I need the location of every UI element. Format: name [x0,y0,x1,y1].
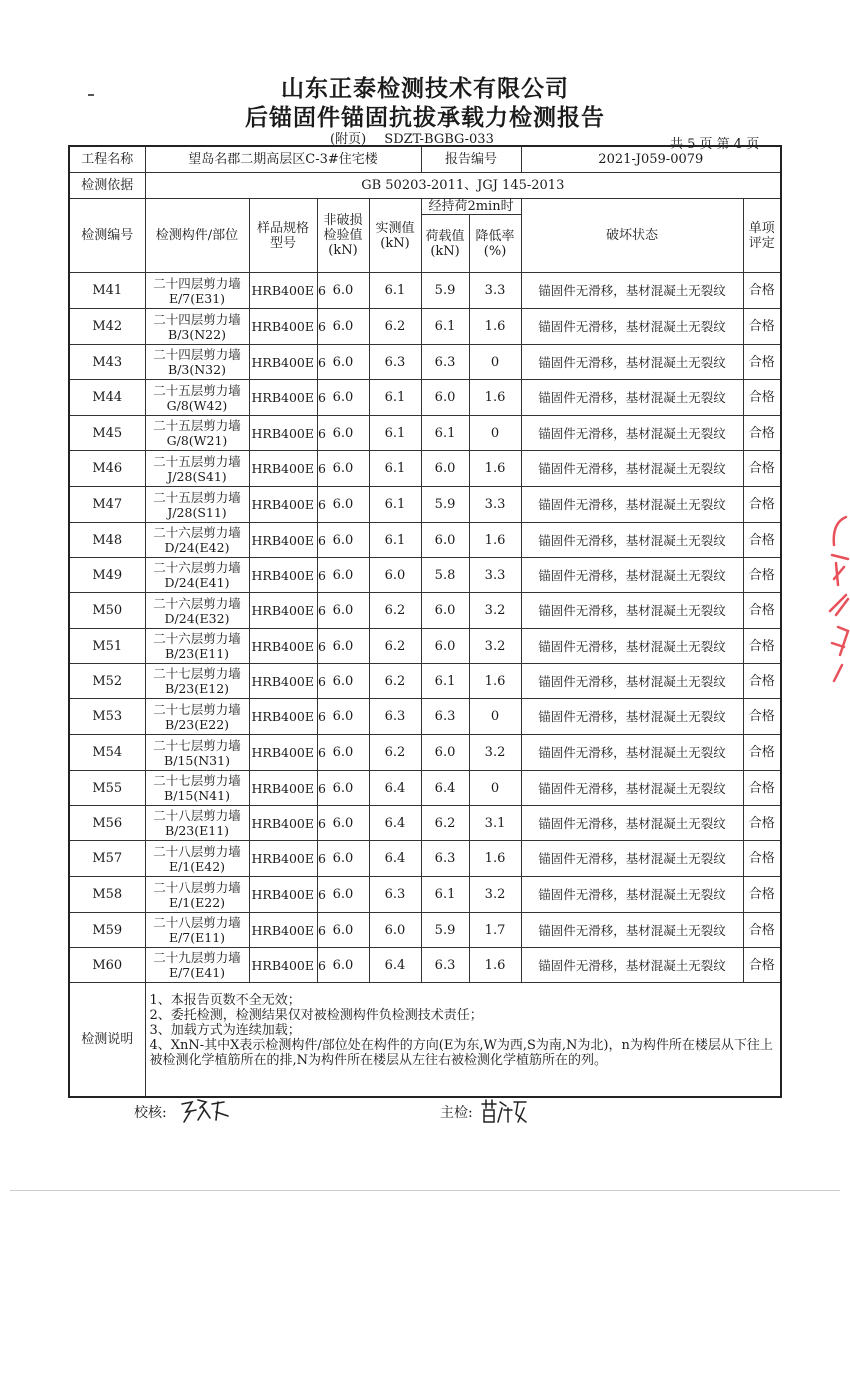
location-line-1: 二十五层剪力墙 [153,489,241,505]
cell-verdict: 合格 [743,380,781,416]
cell-drop-rate: 0 [469,416,521,451]
cell-drop-rate: 1.6 [469,523,521,558]
cell-location [145,913,249,948]
cell-verdict: 合格 [743,593,781,629]
cell-id: M59 [69,913,145,948]
cell-spec: HRB400E 6 [249,806,317,841]
cell-location [145,699,249,735]
cell-verdict: 合格 [743,416,781,451]
cell-verdict: 合格 [743,558,781,593]
table-row [69,664,781,699]
cell-id: M52 [69,664,145,699]
cell-id: M50 [69,593,145,629]
cell-test-load: 6.0 [317,416,369,451]
location-line-2: J/28(S11) [167,504,227,520]
col-test-load-header: 非破损检验值(kN) [317,199,369,273]
cell-id: M53 [69,699,145,735]
cell-id: M47 [69,487,145,523]
cell-measured: 6.1 [369,380,421,416]
col-drop-rate-header: 降低率(%) [469,215,521,273]
table-row [69,416,781,451]
cell-location [145,771,249,806]
location-line-2: B/3(N22) [168,326,226,342]
note-item: 2、委托检测，检测结果仅对被检测构件负检测技术责任； [149,1008,483,1023]
cell-verdict: 合格 [743,806,781,841]
cell-id: M42 [69,309,145,345]
project-row [69,146,781,173]
cell-test-load: 6.0 [317,451,369,487]
cell-test-load: 6.0 [317,487,369,523]
cell-location [145,416,249,451]
location-line-1: 二十七层剪力墙 [153,666,241,681]
cell-drop-rate: 0 [469,699,521,735]
cell-load-value: 6.3 [421,948,469,983]
cell-spec: HRB400E 6 [249,273,317,309]
col-failure-header: 破坏状态 [521,199,743,273]
cell-verdict: 合格 [743,913,781,948]
table-row [69,913,781,948]
cell-test-load: 6.0 [317,771,369,806]
cell-drop-rate: 1.6 [469,380,521,416]
cell-failure: 锚固件无滑移，基材混凝土无裂纹 [521,699,743,735]
cell-failure: 锚固件无滑移，基材混凝土无裂纹 [521,558,743,593]
cell-load-value: 6.0 [421,523,469,558]
location-line-1: 二十四层剪力墙 [153,311,241,327]
table-row [69,699,781,735]
cell-measured: 6.3 [369,345,421,380]
cell-drop-rate: 3.3 [469,558,521,593]
cell-drop-rate: 3.3 [469,273,521,309]
cell-measured: 6.0 [369,558,421,593]
cell-failure: 锚固件无滑移，基材混凝土无裂纹 [521,451,743,487]
table-row [69,593,781,629]
attachment-label: (附页) [330,132,367,147]
cell-failure: 锚固件无滑移，基材混凝土无裂纹 [521,841,743,877]
table-row [69,451,781,487]
cell-load-value: 5.8 [421,558,469,593]
location-line-2: B/15(N31) [164,752,230,768]
location-line-1: 二十八层剪力墙 [153,808,241,823]
cell-measured: 6.1 [369,451,421,487]
cell-test-load: 6.0 [317,629,369,664]
cell-measured: 6.1 [369,523,421,558]
notes-label: 检测说明 [69,983,145,1097]
cell-test-load: 6.0 [317,380,369,416]
col-measured-header: 实测值(kN) [369,199,421,273]
cell-spec: HRB400E 6 [249,699,317,735]
cell-failure: 锚固件无滑移，基材混凝土无裂纹 [521,523,743,558]
note-item: 3、加载方式为连续加载； [149,1023,301,1038]
cell-id: M55 [69,771,145,806]
cell-verdict: 合格 [743,771,781,806]
location-line-2: B/23(E22) [164,716,230,732]
notes-content [145,983,781,1097]
cell-measured: 6.3 [369,699,421,735]
cell-failure: 锚固件无滑移，基材混凝土无裂纹 [521,877,743,913]
cell-load-value: 6.1 [421,664,469,699]
cell-failure: 锚固件无滑移，基材混凝土无裂纹 [521,806,743,841]
location-line-1: 二十六层剪力墙 [153,525,241,540]
cell-spec: HRB400E 6 [249,451,317,487]
cell-verdict: 合格 [743,877,781,913]
cell-id: M43 [69,345,145,380]
location-line-2: E/1(E22) [168,894,226,910]
location-line-1: 二十九层剪力墙 [153,950,241,965]
data-rows [69,273,781,983]
cell-load-value: 6.2 [421,806,469,841]
cell-drop-rate: 3.2 [469,593,521,629]
cell-location [145,523,249,558]
red-stamp-edge [826,515,850,685]
cell-load-value: 5.9 [421,487,469,523]
cell-failure: 锚固件无滑移，基材混凝土无裂纹 [521,948,743,983]
table-row [69,735,781,771]
cell-failure: 锚固件无滑移，基材混凝土无裂纹 [521,309,743,345]
cell-drop-rate: 1.6 [469,664,521,699]
cell-id: M49 [69,558,145,593]
report-table [68,145,782,1098]
cell-drop-rate: 0 [469,771,521,806]
location-line-1: 二十四层剪力墙 [153,347,241,362]
cell-id: M58 [69,877,145,913]
cell-spec: HRB400E 6 [249,664,317,699]
report-no-label: 报告编号 [421,146,521,173]
cell-spec: HRB400E 6 [249,416,317,451]
table-row [69,273,781,309]
cell-id: M60 [69,948,145,983]
cell-failure: 锚固件无滑移，基材混凝土无裂纹 [521,735,743,771]
location-line-1: 二十六层剪力墙 [153,595,241,611]
cell-spec: HRB400E 6 [249,487,317,523]
location-line-1: 二十六层剪力墙 [153,560,241,575]
cell-verdict: 合格 [743,841,781,877]
cell-spec: HRB400E 6 [249,380,317,416]
cell-measured: 6.4 [369,806,421,841]
cell-location [145,558,249,593]
cell-spec: HRB400E 6 [249,345,317,380]
cell-measured: 6.2 [369,629,421,664]
col-verdict-header: 单项评定 [743,199,781,273]
col-load-value-header: 荷载值(kN) [421,215,469,273]
cell-id: M41 [69,273,145,309]
location-line-2: E/1(E42) [168,858,226,874]
cell-failure: 锚固件无滑移，基材混凝土无裂纹 [521,629,743,664]
location-line-1: 二十六层剪力墙 [153,631,241,646]
cell-verdict: 合格 [743,664,781,699]
location-line-2: D/24(E41) [164,575,230,590]
cell-measured: 6.1 [369,273,421,309]
location-line-1: 二十八层剪力墙 [153,915,241,930]
cell-drop-rate: 3.1 [469,806,521,841]
form-code: SDZT-BGBG-033 [384,132,494,147]
project-name-value: 望岛名郡二期高层区C-3#住宅楼 [145,146,421,173]
cell-test-load: 6.0 [317,273,369,309]
column-header-row-1 [69,199,781,215]
checker-label: 校核: [134,1105,167,1121]
cell-test-load: 6.0 [317,309,369,345]
cell-spec: HRB400E 6 [249,523,317,558]
cell-test-load: 6.0 [317,913,369,948]
cell-verdict: 合格 [743,309,781,345]
cell-drop-rate: 1.6 [469,948,521,983]
cell-location [145,451,249,487]
cell-load-value: 6.0 [421,451,469,487]
note-item: 4、XnN-其中X表示检测构件/部位处在构件的方向(E为东,W为西,S为南,N为北)，n为构件所在楼层从下往上被检测化学植筋所在的排,N为构件所在楼层从左往右被检测化学植筋所在的列。 [149,1038,773,1068]
col-id-header: 检测编号 [69,199,145,273]
location-line-2: J/28(S41) [167,468,227,484]
cell-test-load: 6.0 [317,345,369,380]
table-row [69,487,781,523]
cell-location [145,806,249,841]
cell-location [145,948,249,983]
chief-label: 主检: [440,1105,473,1121]
location-line-2: B/23(E11) [164,823,230,838]
cell-spec: HRB400E 6 [249,913,317,948]
cell-measured: 6.1 [369,487,421,523]
location-line-1: 二十五层剪力墙 [153,382,241,398]
cell-failure: 锚固件无滑移，基材混凝土无裂纹 [521,664,743,699]
table-row [69,948,781,983]
cell-drop-rate: 1.6 [469,841,521,877]
table-row [69,806,781,841]
cell-test-load: 6.0 [317,593,369,629]
cell-load-value: 5.9 [421,273,469,309]
col-hold-group-header: 经持荷2min时 [421,199,521,215]
cell-verdict: 合格 [743,273,781,309]
cell-load-value: 6.1 [421,309,469,345]
cell-measured: 6.2 [369,664,421,699]
location-line-2: E/7(E31) [168,290,226,306]
location-line-1: 二十七层剪力墙 [153,737,241,753]
cell-verdict: 合格 [743,735,781,771]
page-info: 共 5 页 第 4 页 [670,137,760,152]
cell-location [145,877,249,913]
location-line-2: E/7(E41) [168,965,226,980]
cell-drop-rate: 3.2 [469,877,521,913]
cell-location [145,593,249,629]
table-row [69,380,781,416]
cell-location [145,735,249,771]
location-line-1: 二十四层剪力墙 [153,275,241,291]
cell-id: M54 [69,735,145,771]
cell-spec: HRB400E 6 [249,593,317,629]
cell-location [145,487,249,523]
table-row [69,877,781,913]
cell-failure: 锚固件无滑移，基材混凝土无裂纹 [521,487,743,523]
cell-measured: 6.2 [369,309,421,345]
cell-measured: 6.0 [369,913,421,948]
cell-test-load: 6.0 [317,948,369,983]
project-name-label: 工程名称 [69,146,145,173]
cell-id: M51 [69,629,145,664]
location-line-1: 二十五层剪力墙 [153,453,241,469]
cell-spec: HRB400E 6 [249,948,317,983]
cell-load-value: 6.0 [421,380,469,416]
cell-spec: HRB400E 6 [249,771,317,806]
cell-test-load: 6.0 [317,664,369,699]
notes-row [69,983,781,1097]
cell-location [145,380,249,416]
cell-test-load: 6.0 [317,877,369,913]
cell-drop-rate: 1.6 [469,309,521,345]
cell-verdict: 合格 [743,699,781,735]
cell-measured: 6.4 [369,948,421,983]
table-row [69,629,781,664]
location-line-2: D/24(E42) [164,540,230,555]
cell-verdict: 合格 [743,523,781,558]
cell-load-value: 6.3 [421,345,469,380]
cell-verdict: 合格 [743,345,781,380]
cell-failure: 锚固件无滑移，基材混凝土无裂纹 [521,593,743,629]
cell-id: M56 [69,806,145,841]
cell-test-load: 6.0 [317,841,369,877]
col-spec-header: 样品规格型号 [249,199,317,273]
cell-verdict: 合格 [743,451,781,487]
location-line-2: B/23(E12) [164,681,230,696]
cell-measured: 6.4 [369,771,421,806]
report-no-value: 2021-J059-0079 [521,146,781,173]
table-row [69,841,781,877]
cell-verdict: 合格 [743,948,781,983]
table-row [69,771,781,806]
cell-failure: 锚固件无滑移，基材混凝土无裂纹 [521,345,743,380]
cell-id: M57 [69,841,145,877]
cell-load-value: 6.1 [421,416,469,451]
location-line-1: 二十七层剪力墙 [153,701,241,717]
cell-location [145,345,249,380]
cell-load-value: 6.3 [421,699,469,735]
cell-spec: HRB400E 6 [249,309,317,345]
basis-value: GB 50203-2011、JGJ 145-2013 [145,173,781,199]
cell-load-value: 6.1 [421,877,469,913]
cell-load-value: 5.9 [421,913,469,948]
location-line-2: B/15(N41) [164,788,230,803]
cell-spec: HRB400E 6 [249,735,317,771]
cell-drop-rate: 3.2 [469,629,521,664]
cell-test-load: 6.0 [317,558,369,593]
cell-spec: HRB400E 6 [249,558,317,593]
cell-load-value: 6.4 [421,771,469,806]
cell-location [145,273,249,309]
location-line-2: B/3(N32) [168,362,226,377]
table-row [69,345,781,380]
col-location-header: 检测构件/部位 [145,199,249,273]
cell-id: M45 [69,416,145,451]
checker-signature [176,1094,236,1128]
location-line-1: 二十八层剪力墙 [153,879,241,895]
cell-location [145,664,249,699]
basis-row [69,173,781,199]
cell-drop-rate: 3.3 [469,487,521,523]
cell-verdict: 合格 [743,487,781,523]
company-name: 山东正泰检测技术有限公司 [281,75,569,102]
table-row [69,309,781,345]
location-line-1: 二十七层剪力墙 [153,773,241,788]
report-title: 后锚固件锚固抗拔承载力检测报告 [245,104,605,131]
cell-verdict: 合格 [743,629,781,664]
cell-drop-rate: 1.7 [469,913,521,948]
cell-load-value: 6.0 [421,593,469,629]
cell-spec: HRB400E 6 [249,877,317,913]
location-line-2: E/7(E11) [168,930,226,945]
cell-test-load: 6.0 [317,523,369,558]
page-bottom-line [10,1190,840,1191]
cell-test-load: 6.0 [317,699,369,735]
location-line-1: 二十五层剪力墙 [153,418,241,433]
cell-id: M48 [69,523,145,558]
table-row [69,523,781,558]
cell-load-value: 6.3 [421,841,469,877]
cell-load-value: 6.0 [421,735,469,771]
cell-spec: HRB400E 6 [249,841,317,877]
cell-test-load: 6.0 [317,735,369,771]
cell-failure: 锚固件无滑移，基材混凝土无裂纹 [521,913,743,948]
cell-load-value: 6.0 [421,629,469,664]
basis-label: 检测依据 [69,173,145,199]
location-line-1: 二十八层剪力墙 [153,843,241,859]
location-line-2: G/8(W21) [166,433,228,448]
cell-drop-rate: 1.6 [469,451,521,487]
cell-measured: 6.1 [369,416,421,451]
cell-measured: 6.3 [369,877,421,913]
cell-measured: 6.2 [369,593,421,629]
cell-measured: 6.2 [369,735,421,771]
cell-failure: 锚固件无滑移，基材混凝土无裂纹 [521,771,743,806]
location-line-2: D/24(E32) [164,610,230,626]
cell-id: M44 [69,380,145,416]
cell-measured: 6.4 [369,841,421,877]
note-item: 1、本报告页数不全无效； [149,993,301,1008]
chief-signature [478,1094,542,1128]
cell-drop-rate: 0 [469,345,521,380]
cell-drop-rate: 3.2 [469,735,521,771]
cell-id: M46 [69,451,145,487]
location-line-2: B/23(E11) [164,646,230,661]
cell-failure: 锚固件无滑移，基材混凝土无裂纹 [521,273,743,309]
location-line-2: G/8(W42) [166,397,228,413]
cell-test-load: 6.0 [317,806,369,841]
cell-location [145,841,249,877]
cell-spec: HRB400E 6 [249,629,317,664]
cell-location [145,309,249,345]
table-row [69,558,781,593]
cell-failure: 锚固件无滑移，基材混凝土无裂纹 [521,380,743,416]
cell-location [145,629,249,664]
cell-failure: 锚固件无滑移，基材混凝土无裂纹 [521,416,743,451]
